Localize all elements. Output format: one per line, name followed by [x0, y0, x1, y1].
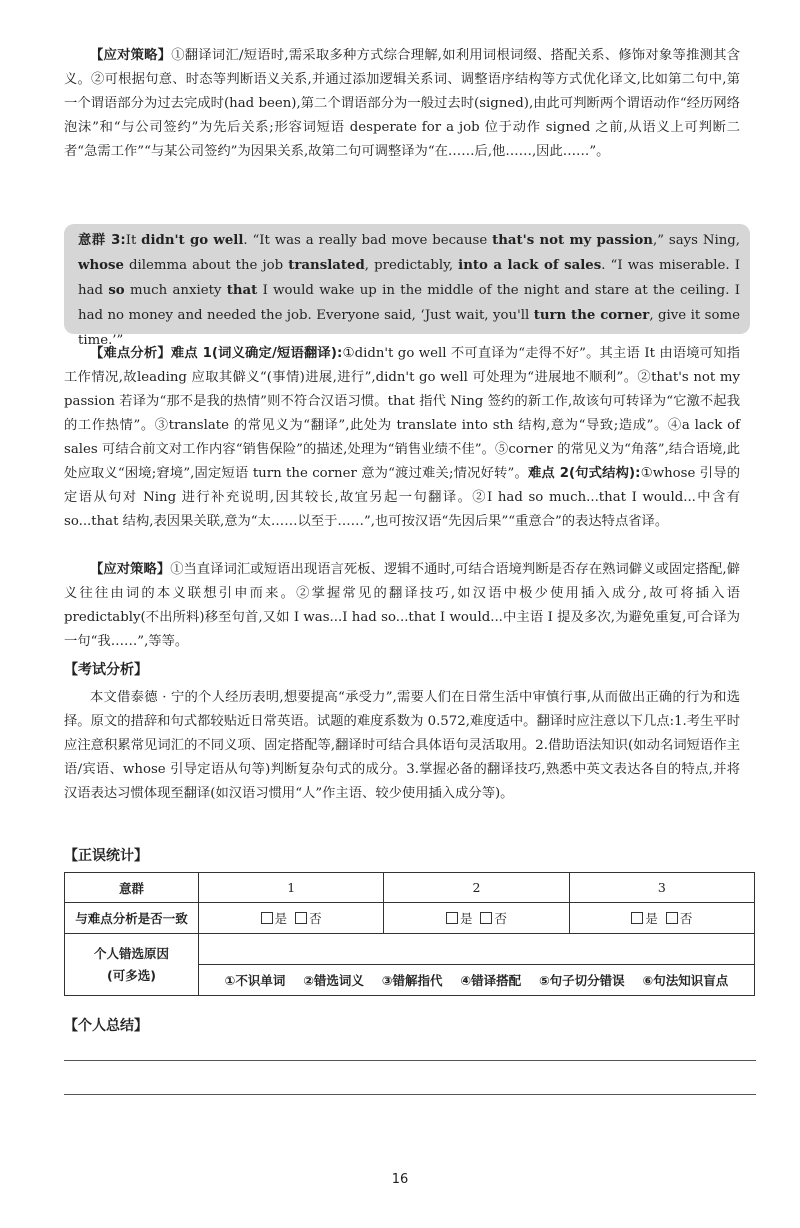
stats-header-row — [65, 873, 755, 903]
difficulty-point-2-text: ①whose 引导的定语从句对 Ning 进行补充说明,因其较长,故宜另起一句翻译。②I had so much...that I would...中含有 so...that 结构,表因果关联,意为“太……以至于……”,也可按汉语“先因后果”“重意合”的表达特点省译。 — [64, 466, 740, 529]
summary-line-2[interactable] — [64, 1094, 756, 1095]
text-run: ,” says Ning, — [652, 233, 741, 248]
text-run: . “I was miserable. I had — [78, 258, 741, 298]
text-run: , predictably, — [364, 258, 459, 273]
yes-checkbox[interactable] — [631, 912, 643, 924]
highlight-phrase: translated — [288, 258, 365, 273]
yes-label: 是 — [274, 911, 288, 926]
difficulty-point-2-label: 难点 2(句式结构): — [527, 466, 641, 481]
reason-options-cell — [199, 965, 755, 996]
strategy-text: ①翻译词汇/短语时,需采取多种方式综合理解,如利用词根词缀、搭配关系、修饰对象等推测其含义。②可根据句意、时态等判断语义关系,并通过添加逻辑关系词、调整语序结构等方式优化译文,比如第二句中,第一个谓语部分为过去完成时(had been),第二个谓语部分为一般过去时(signed),由此可判断两个谓语动作“经历网络泡沫”和“与公司签约”为先后关系;形容词短语 desperate for a job 位于动作 signed 之前,从语义上可判断二者“急需工作”“与某公司签约”为因果关系,故第二句可调整译为“在……后,他……,因此……”。 — [64, 48, 740, 159]
stats-table — [64, 872, 755, 996]
sense-group-label: 意群 3: — [78, 233, 126, 248]
col-header-3: 3 — [569, 873, 754, 903]
no-label: 否 — [494, 911, 507, 926]
no-checkbox[interactable] — [295, 912, 307, 924]
yes-checkbox[interactable] — [261, 912, 273, 924]
reason-option[interactable]: ②错选词义 — [303, 973, 364, 988]
reason-label-line-2: (可多选) — [107, 967, 156, 983]
reason-option[interactable]: ③错解指代 — [381, 973, 443, 988]
consistency-row — [65, 903, 755, 934]
col-header-1: 1 — [199, 873, 384, 903]
strategy-text: ①当直译词汇或短语出现语言死板、逻辑不通时,可结合语境判断是否存在熟词僻义或固定搭配,僻义往往由词的本义联想引申而来。②掌握常见的翻译技巧,如汉语中极少使用插入成分,故可将插入语 predictably(不出所料)移至句首,又如 I was...I had so...that I would...中主语 I 提及多次,为避免重复,可合译为一句“我……”,等等。 — [64, 562, 741, 649]
strategy-label: 【应对策略】 — [90, 562, 171, 577]
yes-checkbox[interactable] — [446, 912, 458, 924]
reason-option[interactable]: ⑥句法知识盲点 — [642, 973, 729, 988]
highlight-phrase: didn't go well — [141, 233, 244, 248]
difficulty-label: 【难点分析】 — [90, 346, 171, 361]
strategy-label: 【应对策略】 — [90, 48, 172, 63]
text-run: much anxiety — [124, 283, 227, 298]
consistency-cell-1 — [199, 903, 384, 934]
highlight-phrase: that — [226, 283, 258, 298]
summary-heading: 【个人总结】 — [64, 1018, 148, 1034]
reason-row-blank — [65, 934, 755, 965]
consistency-cell-2 — [384, 903, 569, 934]
no-checkbox[interactable] — [666, 912, 678, 924]
consistency-label: 与难点分析是否一致 — [65, 903, 199, 934]
no-label: 否 — [309, 911, 322, 926]
highlight-phrase: into a lack of sales — [458, 258, 602, 273]
difficulty-point-1-text: ①didn't go well 不可直译为“走得不好”。其主语 It 由语境可知指工作情况,故leading 应取其僻义“(事情)进展,进行”,didn't go well 可处理为“进展地不顺利”。②that's not my passion 若译为“那不是我的热情”则不符合汉语习惯。that 指代 Ning 签约的新工作,故该句可转译为“它激不起我的工作热情”。③translate 的常见义为“翻译”,此处为 translate into sth 结构,意为“导致;造成”。④a lack of sales 可结合前文对工作内容“销售保险”的描述,处理为“销售业绩不佳”。⑤corner 的常见义为“角落”,结合语境,此处应取义“困境;窘境”,固定短语 turn the corner 意为“渡过难关;情况好转”。 — [64, 346, 741, 481]
highlight-phrase: so — [108, 283, 125, 298]
text-run: I would wake up in the middle of the night and stare at the ceiling. I had no money and needed the job. Everyone said, ‘Just wait, you'll — [78, 283, 740, 323]
text-run: , give it some time.’” — [78, 308, 740, 348]
summary-line-1[interactable] — [64, 1060, 756, 1061]
sense-group-3-text — [78, 228, 740, 353]
highlight-phrase: turn the corner — [533, 308, 650, 323]
reason-option[interactable]: ④错译搭配 — [460, 973, 522, 988]
reason-option[interactable]: ①不识单词 — [224, 973, 286, 988]
strategy-paragraph-2 — [64, 558, 740, 654]
reason-option[interactable]: ⑤句子切分错误 — [539, 973, 625, 988]
highlight-phrase: that's not my passion — [492, 233, 653, 248]
exam-analysis-heading: 【考试分析】 — [64, 662, 148, 678]
text-run: It — [125, 233, 142, 248]
exam-analysis-text: 本文借泰德 · 宁的个人经历表明,想要提高“承受力”,需要人们在日常生活中审慎行事,从而做出正确的行为和选择。原文的措辞和句式都较贴近日常英语。试题的难度系数为 0.572,难度适中。翻译时应注意以下几点:1.考生平时应注意积累常见词汇的不同义项、固定搭配等,翻译时可结合具体语句灵活取用。2.借助语法知识(如动名词短语作主语/宾语、whose 引导定语从句等)判断复杂句式的成分。3.掌握必备的翻译技巧,熟悉中英文表达各自的特点,并将汉语表达习惯体现至翻译(如汉语习惯用“人”作主语、较少使用插入成分等)。 — [64, 690, 740, 801]
page-number: 16 — [391, 1172, 409, 1187]
reason-label-line-1: 个人错选原因 — [93, 945, 169, 961]
stats-heading: 【正误统计】 — [64, 848, 148, 864]
difficulty-analysis-paragraph — [64, 342, 740, 534]
col-header-2: 2 — [384, 873, 569, 903]
highlight-phrase: whose — [78, 258, 124, 273]
reason-label — [65, 934, 199, 996]
text-run: . “It was a really bad move because — [243, 233, 493, 248]
text-run: dilemma about the job — [123, 258, 289, 273]
yes-label: 是 — [459, 911, 473, 926]
strategy-paragraph-1 — [64, 44, 740, 164]
reason-write-area[interactable] — [199, 934, 755, 965]
no-checkbox[interactable] — [480, 912, 492, 924]
col-group-header: 意群 — [65, 873, 199, 903]
yes-label: 是 — [645, 911, 658, 926]
difficulty-point-1-label: 难点 1(词义确定/短语翻译): — [170, 346, 343, 361]
no-label: 否 — [679, 911, 693, 926]
consistency-cell-3 — [569, 903, 754, 934]
